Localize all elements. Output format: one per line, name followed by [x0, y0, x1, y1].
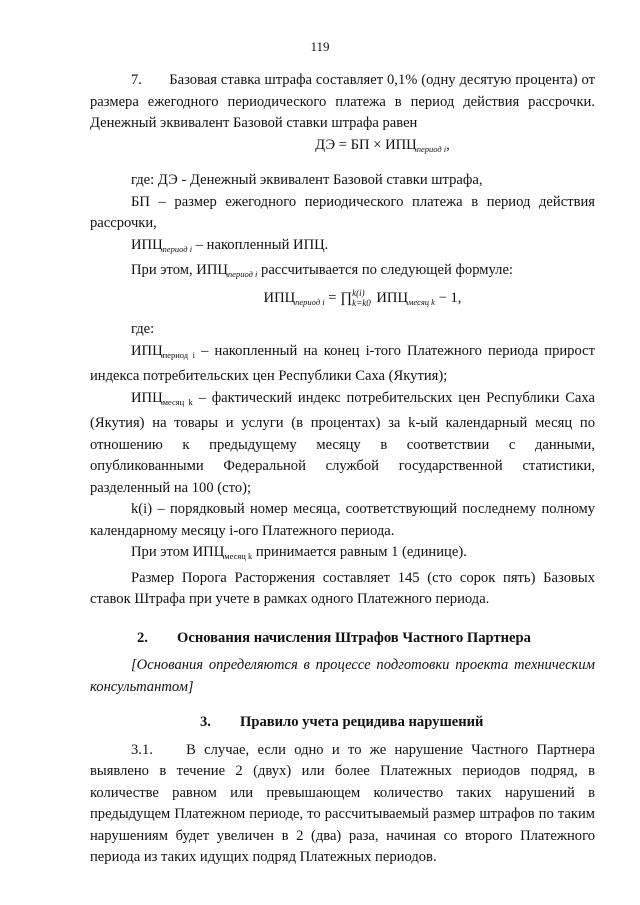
ipc-definition — [90, 235, 595, 261]
formula2-product-bounds — [352, 288, 371, 308]
section-2-title: Основания начисления Штрафов Частного Партнера — [177, 629, 531, 646]
where-label: где: — [131, 321, 155, 337]
ipc-equal-pre: При этом ИПЦ — [131, 544, 225, 560]
formula1-tail: , — [446, 136, 450, 153]
formula1-lhs: ДЭ = БП × ИПЦ — [315, 136, 417, 153]
termination-threshold: Размер Порога Расторжения составляет 145 (сто сорок пять) Базовых ставок Штрафа при учете в рамках одного Платежного периода. — [90, 569, 595, 607]
ipc-period-sub: период i — [162, 349, 196, 360]
paragraph-3-1-text: В случае, если одно и то же нарушение Частного Партнера выявлено в течение 2 (двух) или более Платежных периодов подряд, в количестве равном или превышающем количество таких нарушений в предыдущем Платежном периоде, то рассчитываемый размер штрафов по таким нарушениям будет увеличен в 2 (два) раза, начиная со второго Платежного периода из таких идущих подряд Платежных периодов. — [90, 741, 596, 865]
calc-intro — [90, 260, 595, 286]
paragraph-7 — [90, 70, 595, 135]
document-body — [90, 70, 595, 869]
ipc-month-sub: месяц k — [162, 396, 193, 407]
ipc-period-rest: – накопленный на конец i-того Платежного периода прирост индекса потребительских цен Республики Саха (Якутия); — [90, 342, 595, 384]
formula2-rhs: ИПЦ — [372, 289, 408, 306]
ipc-equal-post: принимается равным 1 (единице). — [252, 544, 467, 560]
paragraph-3-1-number: 3.1. — [131, 741, 153, 758]
calc-intro-pre: При этом, ИПЦ — [131, 262, 228, 278]
formula2-lhs-sub: период i — [295, 296, 325, 307]
formula-ipc-period — [90, 288, 595, 314]
section-3-title: Правило учета рецидива нарушений — [240, 714, 484, 730]
ipc-period-definition — [90, 341, 595, 388]
section-2-heading — [90, 628, 595, 650]
ipc-month-rest: – фактический индекс потребительских цен Республики Саха (Якутия) на товары и услуги (в процентах) за k-ый календарный месяц по отношению к предыдущему месяцу в соответствии с данными, опубликованными Федеральной службой государственной статистики, разделенный на 100 (сто); — [90, 389, 595, 496]
formula2-lhs: ИПЦ — [263, 289, 296, 306]
formula2-tail: − 1, — [434, 289, 462, 306]
formula1-subscript: период i — [416, 143, 447, 154]
section-3-heading — [90, 712, 595, 734]
section-3-number: 3. — [200, 714, 211, 730]
formula2-lower-bound: k=k0 — [352, 298, 371, 309]
ipc-month-definition — [90, 388, 595, 500]
ipc-equal-sub: месяц k — [224, 551, 253, 561]
formula-penalty-equivalent — [90, 135, 595, 161]
formula2-rhs-sub: месяц k — [408, 296, 435, 307]
ipc-month-main: ИПЦ — [131, 389, 163, 406]
calc-intro-post: рассчитывается по следующей формуле: — [257, 262, 513, 278]
where-de: где: ДЭ - Денежный эквивалент Базовой ставки штрафа, — [131, 172, 483, 188]
paragraph-7-text: Базовая ставка штрафа составляет 0,1% (одну десятую процента) от размера ежегодного периодического платежа в период действия рассрочки. Денежный эквивалент Базовой ставки штрафа равен — [90, 72, 595, 131]
paragraph-3-1 — [90, 740, 595, 869]
ipc-def-sub: период i — [162, 243, 193, 254]
formula2-product: = ∏ — [324, 289, 353, 306]
ipc-def-main: ИПЦ — [131, 236, 163, 253]
ipc-def-rest: – накопленный ИПЦ. — [192, 236, 329, 253]
paragraph-7-number: 7. — [131, 72, 142, 88]
bp-definition: БП – размер ежегодного периодического платежа в период действия рассрочки, — [90, 193, 595, 231]
ipc-equal-one — [90, 542, 595, 568]
ipc-period-main: ИПЦ — [131, 342, 163, 359]
k-definition: k(i) – порядковый номер месяца, соответствующий последнему полному календарному месяцу i-ого Платежного периода. — [90, 501, 595, 539]
page-number: 119 — [310, 39, 330, 54]
formula2-upper-bound: k(i) — [352, 288, 365, 299]
section-2-number: 2. — [137, 629, 148, 646]
calc-intro-sub: период i — [227, 269, 258, 279]
section-2-body: [Основания определяются в процессе подготовки проекта техническим консультантом] — [90, 657, 595, 695]
